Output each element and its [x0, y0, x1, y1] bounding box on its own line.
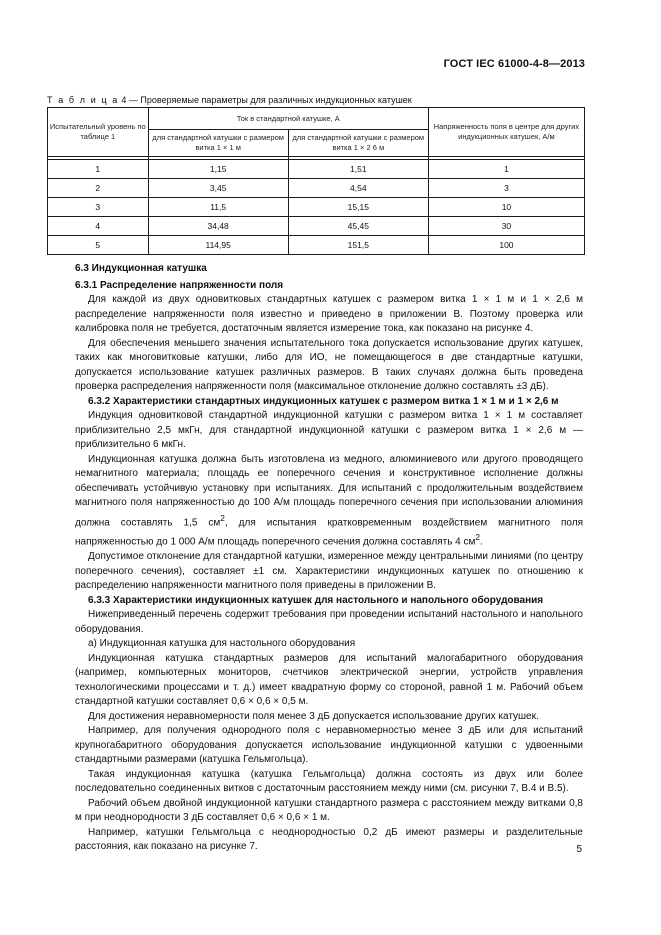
table-caption-label: Т а б л и ц а [47, 95, 119, 105]
paragraph: Для обеспечения меньшего значения испытательного тока допускается использование других катушек, таких как многовитковые катушки, либо для ИО, не помещающегося в две стандартные катушки, допускается использование катушек различных размеров. В таких случаях должна быть проведена проверка распределения напряженности поля (максимальное отклонение должно составлять ±3 дБ). [75, 337, 583, 392]
superscript: 2 [220, 512, 225, 523]
table-cell: 5 [48, 236, 149, 255]
paragraph-part: , для испытания кратковременным воздействием магнитного поля напряженностью до 1 000 А/м площадь поперечного сечения должна составлять 4 см [75, 516, 583, 548]
paragraph: Рабочий объем двойной индукционной катушки стандартного размера с расстоянием между витками 0,8 м при неоднородности 3 дБ составляет 0,6 × 0,6 × 1 м. [75, 797, 583, 824]
standard-header: ГОСТ IEC 61000-4-8—2013 [443, 58, 585, 70]
table-cell: 45,45 [288, 217, 428, 236]
document-body [75, 262, 583, 855]
table-cell: 30 [428, 217, 584, 236]
table-cell: 10 [428, 198, 584, 217]
list-item: а) Индукционная катушка для настольного оборудования [88, 638, 356, 650]
paragraph: Для достижения неравномерности поля менее 3 дБ допускается использование других катушек. [88, 710, 539, 722]
paragraph: Нижеприведенный перечень содержит требования при проведении испытаний настольного и напольного оборудования. [75, 609, 583, 635]
table-cell: 114,95 [148, 236, 288, 255]
table-cell: 3 [48, 198, 149, 217]
table-cell: 1,15 [148, 160, 288, 179]
table-cell: 1 [428, 160, 584, 179]
paragraph-part: . [480, 536, 483, 548]
parameters-table [47, 107, 585, 255]
table-cell: 11,5 [148, 198, 288, 217]
table-cell: 3 [428, 179, 584, 198]
table-cell: 15,15 [288, 198, 428, 217]
table-cell: 4,54 [288, 179, 428, 198]
table-caption-text: 4 — Проверяемые параметры для различных индукционных катушек [118, 95, 412, 105]
header-field-strength: Напряженность поля в центре для других индукционных катушек, А/м [428, 108, 584, 157]
section-heading-6-3-2: 6.3.2 Характеристики стандартных индукционных катушек с размером витка 1 × 1 м и 1 × 2,6 м [88, 395, 559, 407]
paragraph: Например, для получения однородного поля с неравномерностью менее 3 дБ или для испытаний крупногабаритного оборудования допускается использование индукционной катушки с удвоенными стандартными размерами (катушка Гельмгольца). [75, 725, 583, 766]
paragraph: Для каждой из двух одновитковых стандартных катушек с размером витка 1 × 1 м и 1 × 2,6 м распределение напряженности поля известно и приведено в приложении В. Поэтому проверка или калибровка поля не требуется, достаточным является измерение тока, как показано на рисунке 4. [75, 294, 583, 334]
table-row [48, 179, 585, 198]
paragraph: Такая индукционная катушка (катушка Гельмгольца) должна состоять из двух или более последовательно соединенных витков с достаточным расстоянием между ними (см. рисунки 7, В.4 и В.5). [75, 768, 583, 795]
table-row [48, 236, 585, 255]
paragraph-part: Индукционная катушка должна быть изготовлена из медного, алюминиевого или другого проводящего немагнитного материала; площадь ее поперечного сечения и конструктивное исполнение должны обеспечивать устойчивую установку при испытаниях. Для испытаний с продолжительным воздействием магнитного поля напряженностью до 100 А/м площадь поперечного сечения при использовании алюминия должна составлять 1,5 см [75, 453, 583, 528]
header-current-group: Ток в стандартной катушке, А [148, 108, 428, 130]
table-cell: 4 [48, 217, 149, 236]
paragraph: Допустимое отклонение для стандартной катушки, измеренное между центральными линиями (по центру поперечного сечения), составляет ±1 см. Характеристики индукционных катушек по отношению к распределению напряженности магнитного поля приведены в приложении В. [75, 551, 583, 592]
table-cell: 34,48 [148, 217, 288, 236]
paragraph: Индукционная катушка стандартных размеров для испытаний малогабаритного оборудования (например, компьютерных мониторов, счетчиков электрической энергии, устройств управления технологическими процессами и т. д.) имеет квадратную форму со стороной, равной 1 м. Рабочий объем стандартной катушки составляет 0,6 × 0,6 × 0,5 м. [75, 652, 583, 708]
paragraph [75, 453, 583, 551]
table-row [48, 198, 585, 217]
superscript: 2 [475, 532, 481, 543]
header-test-level: Испытательный уровень по таблице 1 [48, 108, 149, 157]
page-number: 5 [576, 844, 582, 855]
table-caption [47, 95, 412, 105]
table-row [48, 160, 585, 179]
table-cell: 151,5 [288, 236, 428, 255]
section-heading-6-3-1: 6.3.1 Распределение напряженности поля [75, 279, 284, 291]
table-row [48, 217, 585, 236]
table-cell: 3,45 [148, 179, 288, 198]
section-heading-6-3-3: 6.3.3 Характеристики индукционных катушек для настольного и напольного оборудования [88, 594, 544, 606]
table-cell: 100 [428, 236, 584, 255]
table-cell: 2 [48, 179, 149, 198]
section-heading-6-3: 6.3 Индукционная катушка [75, 263, 207, 274]
header-current-1x26: для стандартной катушки с размером витка 1 × 2 6 м [288, 130, 428, 157]
table-cell: 1 [48, 160, 149, 179]
paragraph: Индукция одновитковой стандартной индукционной катушки с размером витка 1 × 1 м составляет приблизительно 2,5 мкГн, для стандартной индукционной катушки с размером витка 1 × 2,6 м — приблизительно 6 мкГн. [75, 410, 583, 450]
table-cell: 1,51 [288, 160, 428, 179]
header-current-1x1: для стандартной катушки с размером витка 1 × 1 м [148, 130, 288, 157]
paragraph: Например, катушки Гельмгольца с неоднородностью 0,2 дБ имеют размеры и разделительные расстояния, как показано на рисунке 7. [75, 826, 583, 853]
